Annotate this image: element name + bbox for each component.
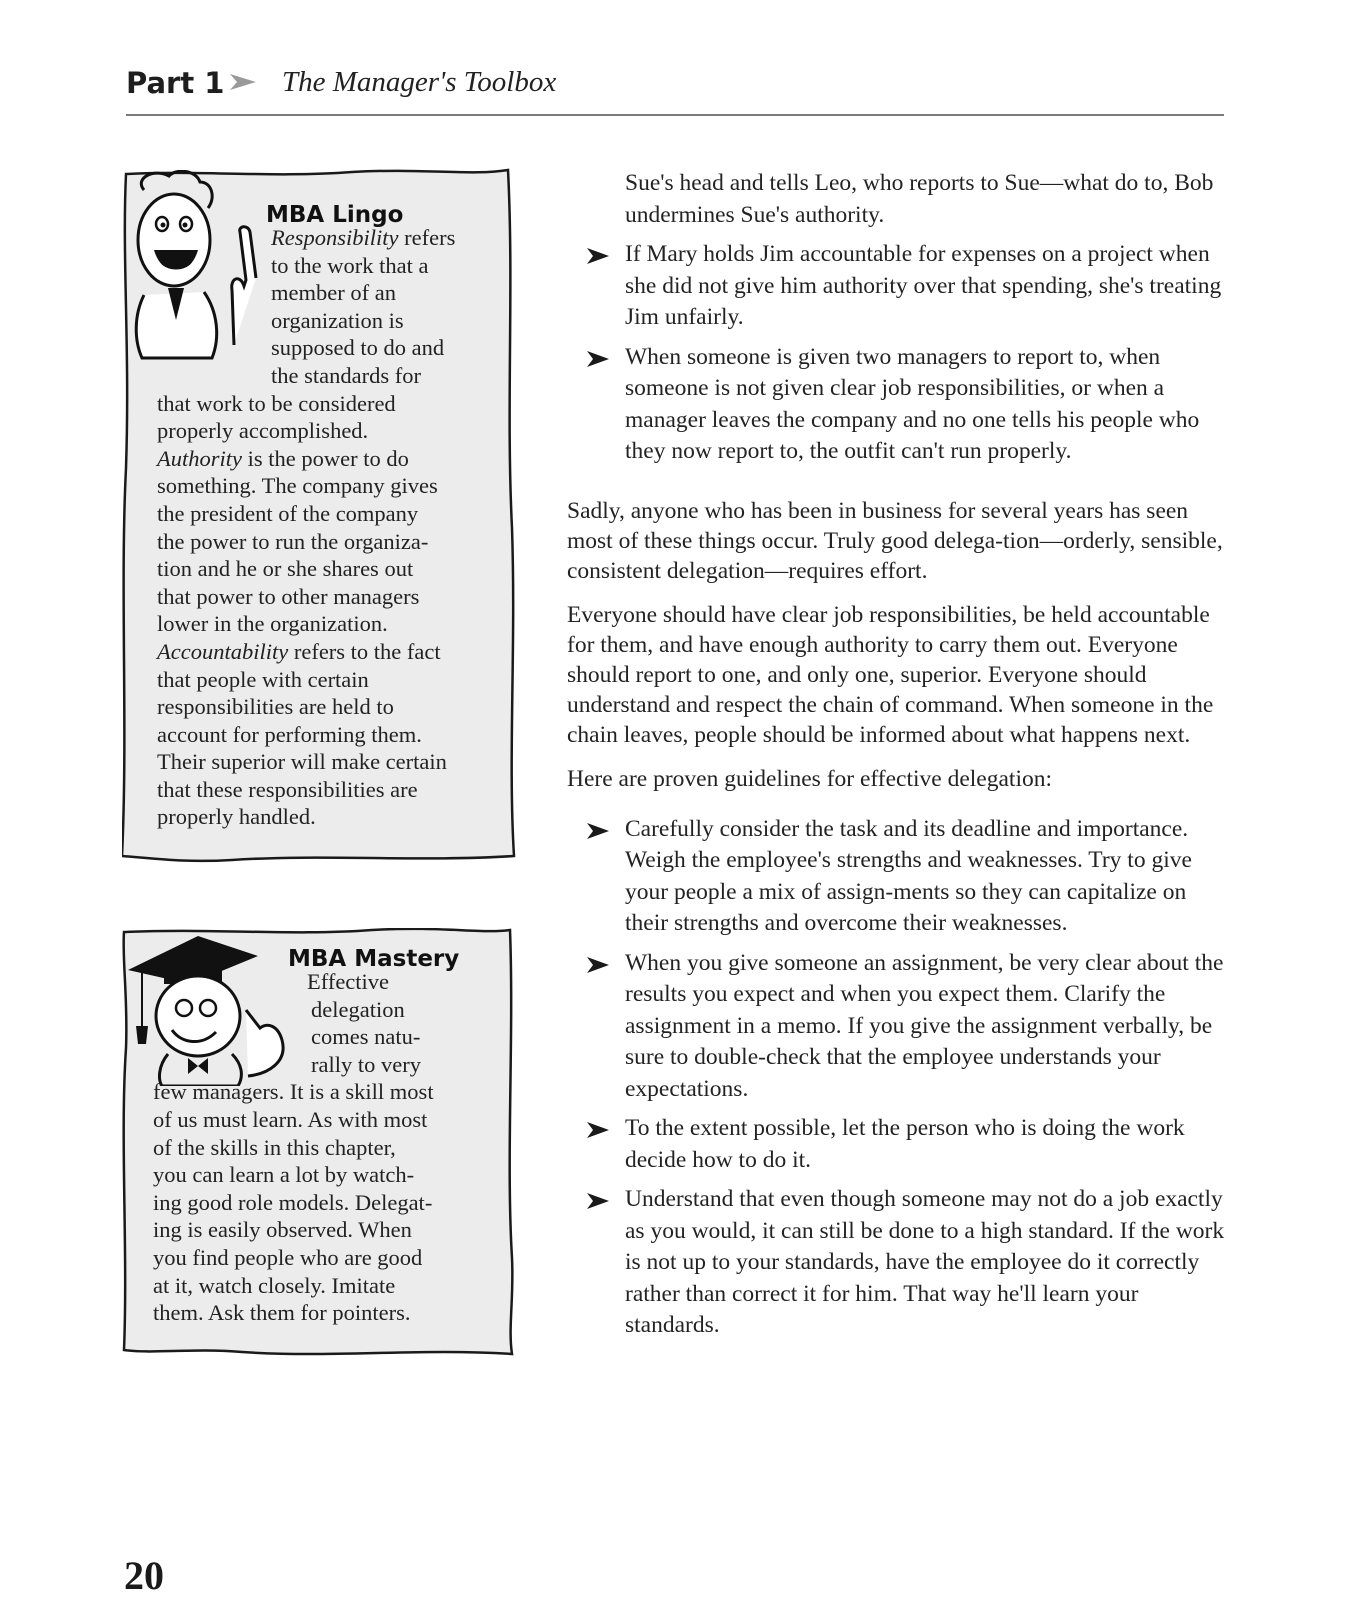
sidebar-line: organization is — [271, 307, 404, 333]
sidebar-line: something. The company gives — [157, 473, 438, 499]
sidebar-line: lower in the organization. — [157, 611, 388, 637]
sidebar-line: responsibilities are held to — [157, 694, 394, 720]
list-item — [567, 814, 1227, 940]
main-column — [567, 168, 1227, 1350]
book-title: The Manager's Toolbox — [282, 66, 557, 98]
paragraph: Here are proven guidelines for effective delegation: — [567, 765, 1053, 792]
mastery-title: MBA Mastery — [288, 946, 460, 972]
sidebar-line: Responsibility refers — [271, 225, 456, 250]
list-item-text: When you give someone an assignment, be very clear about the results you expect and when you expect them. Clarify the assignment in a memo. If you give the assignment verbally, be sure to double-check that the employee understands your expectations. — [625, 949, 1224, 1102]
mba-mastery-sidebar — [122, 928, 537, 1403]
paragraph: Everyone should have clear job responsibilities, be held accountable for them, and have enough authority to carry them out. Everyone should report to one, and only one, superior. Everyone should understand and respect the chain of command. When someone in the chain leaves, people should be informed about what happens next. — [567, 601, 1214, 748]
sidebar-line: delegation — [311, 996, 405, 1022]
arrow-bullet-icon — [587, 351, 609, 367]
list-item — [567, 1113, 1227, 1176]
list-item-text: To the extent possible, let the person who is doing the work decide how to do it. — [625, 1115, 1185, 1173]
sidebar-line: Authority is the power to do — [157, 445, 409, 471]
paragraph: Sadly, anyone who has been in business for several years has seen most of these things occur. Truly good delega-tion—orderly, sensible, consistent delegation—requires effort. — [567, 497, 1223, 584]
list-item-text: When someone is given two managers to report to, when someone is not given clear job responsibilities, or when a manager leaves the company and no one tells his people who they now report to, the outfit can't run properly. — [625, 343, 1200, 464]
list-item — [567, 1184, 1227, 1342]
arrow-bullet-icon — [587, 957, 609, 973]
sidebar-line: Their superior will make certain — [157, 749, 447, 775]
sidebar-line: properly accomplished. — [157, 418, 369, 444]
sidebar-line: comes natu- — [311, 1024, 421, 1050]
list-item-text: If Mary holds Jim accountable for expenses on a project when she did not give him authority over that spending, she's treating Jim unfairly. — [625, 241, 1222, 330]
sidebar-line: of us must learn. As with most — [153, 1106, 428, 1132]
sidebar-line: properly handled. — [157, 804, 316, 830]
sidebar-line: member of an — [271, 280, 396, 306]
sidebar-line: that these responsibilities are — [157, 776, 418, 802]
sidebar-line: you find people who are good — [153, 1244, 423, 1270]
sidebar-line: that people with certain — [157, 666, 369, 692]
sidebar-line: to the work that a — [271, 252, 429, 278]
sidebar-line: you can learn a lot by watch- — [153, 1162, 415, 1188]
list-item-text: Understand that even though someone may not do a job exactly as you would, it can still be done to a high standard. If the work is not up to your standards, have the employee do it correctly rather than correct it for him. That way he'll learn your standards. — [625, 1186, 1225, 1338]
bullet-list-top — [567, 239, 1227, 468]
sidebar-line: Accountability refers to the fact — [157, 638, 441, 664]
bullet-list-bottom — [567, 814, 1227, 1342]
sidebar-line: Effective — [307, 969, 390, 994]
list-item — [567, 239, 1227, 334]
sidebar-line: at it, watch closely. Imitate — [153, 1272, 396, 1298]
header-rule — [126, 114, 1224, 116]
page-number: 20 — [124, 1553, 164, 1598]
sidebar-line: the standards for — [271, 362, 421, 388]
sidebar-line: them. Ask them for pointers. — [153, 1300, 411, 1326]
sidebar-line: supposed to do and — [271, 335, 445, 361]
sidebar-line: tion and he or she shares out — [157, 556, 414, 582]
mba-lingo-sidebar — [122, 168, 537, 894]
list-item-text: Carefully consider the task and its deadline and importance. Weigh the employee's strengths and weaknesses. Try to give your people a mix of assign-ments so they can capitalize on their strengths and overcome their weaknesses. — [625, 815, 1192, 936]
sidebar-line: the power to run the organiza- — [157, 528, 429, 554]
arrow-bullet-icon — [587, 248, 609, 264]
list-item — [567, 342, 1227, 468]
mastery-text — [153, 968, 434, 1327]
arrow-bullet-icon — [587, 823, 609, 839]
lingo-text — [157, 224, 455, 831]
part-label: Part 1 — [126, 66, 225, 100]
arrow-bullet-icon — [587, 1122, 609, 1138]
sidebar-line: rally to very — [311, 1051, 421, 1077]
sidebar-line: ing is easily observed. When — [153, 1217, 412, 1243]
sidebar-line: the president of the company — [157, 500, 419, 526]
sidebar-line: that power to other managers — [157, 583, 420, 609]
arrow-bullet-icon — [587, 1193, 609, 1209]
sidebar-line: few managers. It is a skill most — [153, 1079, 434, 1105]
running-header — [126, 62, 1224, 114]
sidebar-line: account for performing them. — [157, 721, 422, 747]
lingo-title: MBA Lingo — [266, 202, 404, 228]
sidebar-line: that work to be considered — [157, 390, 396, 416]
continued-paragraph: Sue's head and tells Leo, who reports to Sue—what do to, Bob undermines Sue's authority. — [625, 170, 1214, 228]
arrow-right-icon — [230, 72, 256, 92]
list-item — [567, 948, 1227, 1106]
sidebar-line: ing good role models. Delegat- — [153, 1189, 433, 1215]
sidebar-line: of the skills in this chapter, — [153, 1134, 396, 1160]
